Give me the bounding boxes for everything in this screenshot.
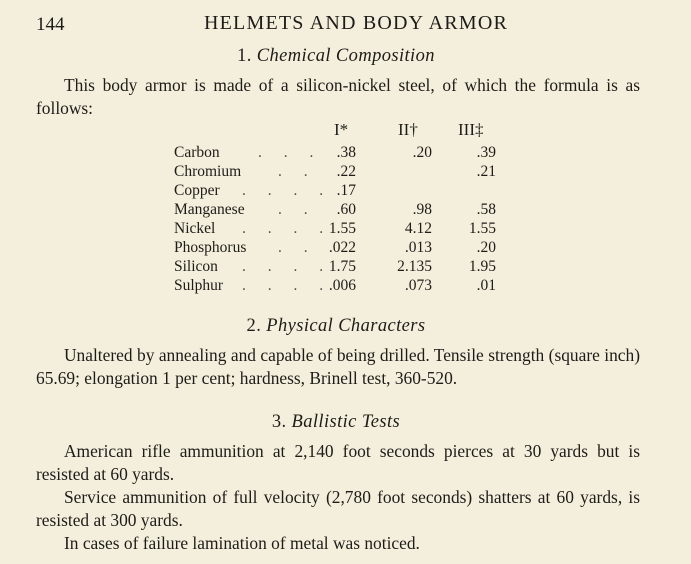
value-iii: .21	[476, 163, 496, 180]
dot-leader: . . . .	[242, 182, 333, 199]
section-heading-chemical-composition	[36, 46, 636, 67]
dot-leader: . . . .	[242, 277, 333, 294]
dot-leader: . .	[278, 163, 317, 180]
value-ii: .20	[412, 144, 432, 161]
table-row	[174, 144, 504, 162]
column-header-iii: III‡	[458, 120, 484, 139]
value-iii: .20	[476, 239, 496, 256]
table-row	[174, 277, 504, 295]
value-i: .60	[336, 201, 356, 218]
value-ii: .98	[412, 201, 432, 218]
value-iii: 1.55	[468, 220, 496, 237]
section-heading-physical-characters	[36, 316, 636, 337]
section-title: Chemical Composition	[256, 46, 435, 66]
value-i: .38	[336, 144, 356, 161]
book-title: HELMETS AND BODY ARMOR	[203, 12, 509, 34]
value-i: 1.55	[328, 220, 356, 237]
dot-leader: . . .	[258, 144, 323, 161]
column-header-ii: II†	[398, 120, 418, 139]
ballistic-paragraph: In cases of failure lamination of metal was noticed.	[64, 533, 420, 553]
table-row	[174, 182, 504, 200]
table-row	[174, 201, 504, 219]
dot-leader: . .	[278, 201, 317, 218]
value-i: .006	[328, 277, 356, 294]
element-name: Carbon	[174, 144, 220, 161]
element-name: Nickel	[174, 220, 216, 237]
value-iii: 1.95	[468, 258, 496, 275]
dot-leader: . . . .	[242, 220, 333, 237]
section-heading-ballistic-tests	[36, 412, 636, 433]
section-title: Ballistic Tests	[291, 412, 401, 432]
page-number: 144	[36, 14, 65, 35]
ballistic-paragraph: Service ammunition of full velocity (2,780 foot seconds) shatters at 60 yards, is resisted at 300 yards.	[36, 487, 640, 530]
element-name: Silicon	[174, 258, 218, 275]
element-name: Sulphur	[174, 277, 224, 294]
value-iii: .58	[476, 201, 496, 218]
section-title: Physical Characters	[266, 316, 426, 336]
value-ii: 2.135	[397, 258, 432, 275]
running-head	[36, 12, 636, 38]
element-name: Phosphorus	[174, 239, 247, 256]
section-number: 3.	[271, 412, 287, 432]
section-number: 2.	[246, 316, 262, 336]
section-number: 1.	[237, 46, 252, 66]
value-ii: 4.12	[404, 220, 432, 237]
value-i: .022	[328, 239, 356, 256]
value-i: .22	[336, 163, 356, 180]
table-row	[174, 220, 504, 238]
element-name: Chromium	[174, 163, 242, 180]
physical-characters-paragraph: Unaltered by annealing and capable of being drilled. Tensile strength (square inch) 65.69; elongation 1 per cent; hardness, Brinell test, 360-520.	[36, 345, 640, 388]
table-row	[174, 258, 504, 276]
value-iii: .01	[476, 277, 496, 294]
value-i: 1.75	[328, 258, 356, 275]
table-row	[174, 239, 504, 257]
value-ii: .013	[404, 239, 432, 256]
value-i: .17	[336, 182, 356, 199]
dot-leader: . . . .	[242, 258, 333, 275]
value-iii: .39	[476, 144, 496, 161]
intro-paragraph: This body armor is made of a silicon-nickel steel, of which the formula is as follows:	[36, 75, 640, 118]
column-header-i: I*	[334, 120, 349, 139]
dot-leader: . .	[278, 239, 317, 256]
element-name: Manganese	[174, 201, 245, 218]
ballistic-paragraph: American rifle ammunition at 2,140 foot seconds pierces at 30 yards but is resisted at 60 yards.	[36, 441, 640, 484]
value-ii: .073	[404, 277, 432, 294]
table-row	[174, 163, 504, 181]
element-name: Copper	[174, 182, 220, 199]
